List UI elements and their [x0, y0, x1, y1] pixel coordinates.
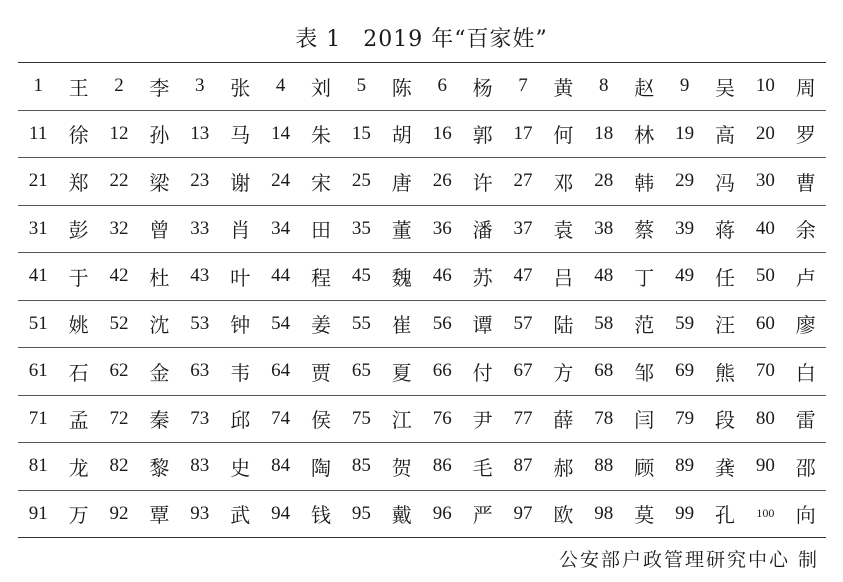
rank-number: 8: [599, 75, 609, 97]
surname: 崔: [391, 313, 412, 338]
rank-number: 51: [28, 312, 48, 334]
surname: 邵: [795, 455, 816, 480]
rank-number: 68: [594, 360, 614, 382]
rank-number: 19: [675, 122, 695, 144]
rank-number: 83: [190, 455, 210, 477]
surname: 黎: [149, 455, 170, 480]
rank-number: 100: [756, 506, 775, 521]
rank-number: 49: [675, 265, 695, 287]
surname: 韦: [230, 360, 251, 385]
surname: 邱: [230, 408, 251, 433]
rank-number: 10: [755, 75, 775, 97]
surname: 丁: [634, 265, 655, 290]
rank-number: 24: [271, 170, 291, 192]
surname: 夏: [391, 360, 412, 385]
surname: 黄: [553, 75, 574, 100]
surname: 郝: [553, 455, 574, 480]
surname: 戴: [391, 503, 412, 528]
rank-number: 65: [351, 360, 371, 382]
rank-number: 90: [755, 455, 775, 477]
surname: 苏: [472, 265, 493, 290]
rank-number: 74: [271, 407, 291, 429]
rank-number: 42: [109, 265, 129, 287]
surname: 龚: [714, 455, 735, 480]
rank-number: 66: [432, 360, 452, 382]
surname: 谭: [472, 313, 493, 338]
surname: 周: [795, 75, 816, 100]
surname: 袁: [553, 218, 574, 243]
surname: 曹: [795, 170, 816, 195]
table-row: [18, 111, 826, 159]
table-row: [18, 491, 826, 539]
rank-number: 28: [594, 170, 614, 192]
rank-number: 85: [351, 455, 371, 477]
surname: 金: [149, 360, 170, 385]
surname: 陶: [310, 455, 331, 480]
surname: 李: [149, 75, 170, 100]
table-row: [18, 301, 826, 349]
rank-number: 4: [275, 75, 286, 97]
surname: 郑: [68, 170, 89, 195]
surname: 程: [310, 265, 331, 290]
surname: 毛: [472, 455, 493, 480]
surname: 郭: [472, 123, 493, 148]
rank-number: 88: [594, 455, 614, 477]
table-row: [18, 63, 826, 111]
surname: 陆: [553, 313, 574, 338]
surname: 吕: [553, 265, 574, 290]
rank-number: 23: [190, 170, 210, 192]
rank-number: 46: [432, 265, 452, 287]
rank-number: 18: [594, 122, 614, 144]
rank-number: 2: [114, 75, 124, 97]
surname: 闫: [634, 408, 655, 433]
surname: 宋: [310, 170, 331, 195]
rank-number: 92: [109, 502, 129, 524]
rank-number: 55: [351, 312, 371, 334]
rank-number: 97: [513, 502, 533, 524]
rank-number: 32: [109, 217, 129, 239]
surname: 韩: [634, 170, 655, 195]
table-title: [0, 22, 843, 53]
surname: 贺: [391, 455, 412, 480]
surname-table: [18, 62, 826, 538]
rank-number: 54: [271, 312, 291, 334]
rank-number: 30: [755, 170, 775, 192]
surname: 武: [230, 503, 251, 528]
surname: 欧: [553, 503, 574, 528]
rank-number: 59: [675, 312, 695, 334]
rank-number: 69: [675, 360, 695, 382]
surname: 孟: [68, 408, 89, 433]
rank-number: 11: [29, 122, 48, 144]
rank-number: 48: [594, 265, 614, 287]
surname: 江: [391, 408, 412, 433]
rank-number: 98: [594, 502, 614, 524]
rank-number: 96: [432, 502, 452, 524]
surname: 蒋: [714, 218, 735, 243]
table-row: [18, 253, 826, 301]
surname: 于: [68, 265, 89, 290]
surname: 万: [68, 503, 89, 528]
surname: 吴: [714, 75, 735, 100]
surname: 曾: [149, 218, 170, 243]
surname: 冯: [714, 170, 735, 195]
rank-number: 12: [109, 122, 129, 144]
surname: 杨: [472, 75, 493, 100]
surname: 许: [472, 170, 493, 195]
surname: 汪: [714, 313, 735, 338]
rank-number: 40: [755, 217, 775, 239]
rank-number: 60: [755, 312, 775, 334]
surname: 杜: [149, 265, 170, 290]
rank-number: 82: [109, 455, 129, 477]
rank-number: 22: [109, 170, 129, 192]
surname: 孙: [149, 123, 170, 148]
surname: 白: [795, 360, 816, 385]
rank-number: 31: [28, 217, 48, 239]
surname: 熊: [714, 360, 735, 385]
rank-number: 5: [356, 75, 367, 97]
surname: 钱: [310, 503, 331, 528]
rank-number: 95: [351, 502, 371, 524]
rank-number: 57: [513, 312, 533, 334]
rank-number: 9: [679, 75, 690, 97]
source-credit: 公安部户政管理研究中心 制: [558, 549, 819, 571]
rank-number: 33: [190, 217, 210, 239]
surname: 严: [472, 503, 493, 528]
rank-number: 64: [271, 360, 291, 382]
table-title-text: 2019 年“百家姓”: [363, 27, 548, 52]
surname: 石: [68, 360, 89, 385]
surname: 潘: [472, 218, 493, 243]
surname: 向: [795, 503, 816, 528]
rank-number: 41: [28, 265, 48, 287]
surname: 田: [310, 218, 331, 243]
rank-number: 53: [190, 312, 210, 334]
surname: 薛: [553, 408, 574, 433]
rank-number: 34: [271, 217, 291, 239]
surname: 余: [795, 218, 816, 243]
rank-number: 89: [675, 455, 695, 477]
rank-number: 50: [755, 265, 775, 287]
surname: 何: [553, 123, 574, 148]
surname: 姚: [68, 313, 89, 338]
surname: 徐: [68, 123, 89, 148]
table-row: [18, 348, 826, 396]
surname: 贾: [310, 360, 331, 385]
surname: 钟: [230, 313, 251, 338]
rank-number: 78: [594, 407, 614, 429]
rank-number: 3: [195, 75, 205, 97]
rank-number: 36: [432, 217, 452, 239]
rank-number: 39: [675, 217, 695, 239]
surname: 王: [68, 75, 89, 100]
surname: 张: [230, 75, 251, 100]
surname: 顾: [634, 455, 655, 480]
surname: 高: [714, 123, 735, 148]
rank-number: 35: [351, 217, 371, 239]
rank-number: 62: [109, 360, 129, 382]
surname: 邹: [634, 360, 655, 385]
surname: 龙: [68, 455, 89, 480]
surname: 姜: [310, 313, 331, 338]
rank-number: 84: [271, 455, 291, 477]
rank-number: 38: [594, 217, 614, 239]
rank-number: 67: [513, 360, 533, 382]
rank-number: 52: [109, 312, 129, 334]
surname: 谢: [230, 170, 251, 195]
surname: 范: [634, 313, 655, 338]
surname: 付: [472, 360, 493, 385]
surname: 肖: [230, 218, 251, 243]
rank-number: 37: [513, 217, 533, 239]
surname: 朱: [310, 123, 331, 148]
rank-number: 16: [432, 122, 452, 144]
surname: 董: [391, 218, 412, 243]
surname: 唐: [391, 170, 412, 195]
rank-number: 87: [513, 455, 533, 477]
rank-number: 70: [755, 360, 775, 382]
surname: 雷: [795, 408, 816, 433]
surname: 林: [634, 123, 655, 148]
rank-number: 80: [755, 407, 775, 429]
rank-number: 86: [432, 455, 452, 477]
rank-number: 6: [437, 75, 447, 97]
surname: 沈: [149, 313, 170, 338]
surname: 方: [553, 360, 574, 385]
surname: 廖: [795, 313, 816, 338]
surname: 魏: [391, 265, 412, 290]
rank-number: 58: [594, 312, 614, 334]
surname: 叶: [230, 265, 251, 290]
surname: 莫: [634, 503, 655, 528]
rank-number: 17: [513, 122, 533, 144]
rank-number: 7: [518, 75, 528, 97]
surname: 赵: [634, 75, 655, 100]
rank-number: 63: [190, 360, 210, 382]
rank-number: 94: [271, 502, 291, 524]
table-row: [18, 158, 826, 206]
rank-number: 61: [28, 360, 48, 382]
rank-number: 47: [513, 265, 533, 287]
surname: 陈: [391, 75, 412, 100]
surname: 侯: [310, 408, 331, 433]
table-label: 表 1: [295, 27, 342, 52]
rank-number: 77: [513, 407, 533, 429]
surname: 卢: [795, 265, 816, 290]
rank-number: 13: [190, 122, 210, 144]
rank-number: 73: [190, 407, 210, 429]
rank-number: 43: [190, 265, 210, 287]
rank-number: 25: [351, 170, 371, 192]
rank-number: 71: [28, 407, 48, 429]
table-row: [18, 396, 826, 444]
surname: 彭: [68, 218, 89, 243]
rank-number: 15: [351, 122, 371, 144]
rank-number: 72: [109, 407, 129, 429]
surname: 尹: [472, 408, 493, 433]
rank-number: 44: [271, 265, 291, 287]
rank-number: 45: [351, 265, 371, 287]
rank-number: 75: [351, 407, 371, 429]
surname: 罗: [795, 123, 816, 148]
surname: 段: [714, 408, 735, 433]
surname: 史: [230, 455, 251, 480]
surname: 马: [230, 123, 251, 148]
rank-number: 1: [33, 75, 43, 97]
rank-number: 91: [28, 502, 48, 524]
rank-number: 21: [28, 170, 48, 192]
rank-number: 20: [755, 122, 775, 144]
rank-number: 26: [432, 170, 452, 192]
rank-number: 81: [28, 455, 48, 477]
rank-number: 14: [271, 122, 291, 144]
rank-number: 56: [432, 312, 452, 334]
surname: 覃: [149, 503, 170, 528]
surname: 蔡: [634, 218, 655, 243]
rank-number: 79: [675, 407, 695, 429]
rank-number: 76: [432, 407, 452, 429]
surname: 任: [714, 265, 735, 290]
rank-number: 99: [675, 502, 695, 524]
rank-number: 27: [513, 170, 533, 192]
surname: 孔: [714, 503, 735, 528]
rank-number: 93: [190, 502, 210, 524]
surname: 梁: [149, 170, 170, 195]
surname: 邓: [553, 170, 574, 195]
rank-number: 29: [675, 170, 695, 192]
table-row: [18, 206, 826, 254]
surname: 胡: [391, 123, 412, 148]
surname: 刘: [310, 75, 331, 100]
surname: 秦: [149, 408, 170, 433]
table-row: [18, 443, 826, 491]
